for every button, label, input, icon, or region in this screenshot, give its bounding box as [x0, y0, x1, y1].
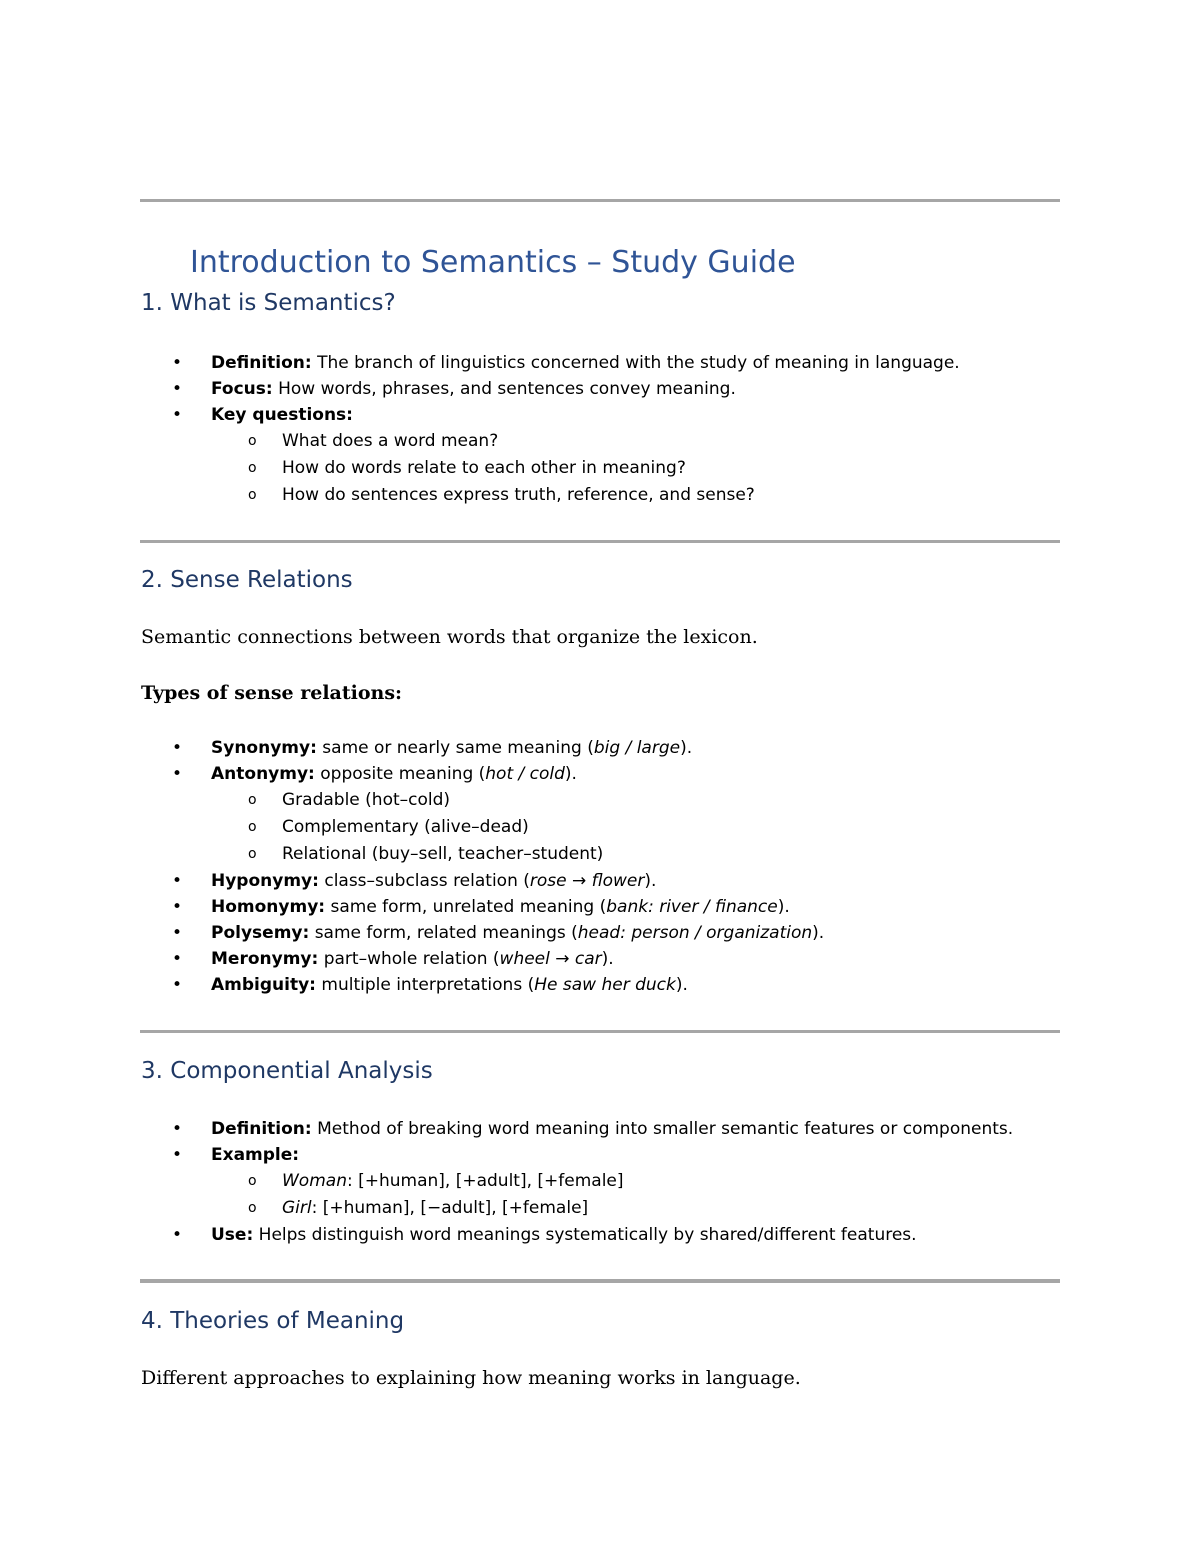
item-label: Polysemy: — [211, 923, 310, 943]
bullet-icon: • — [172, 897, 183, 917]
sub-item-text: Relational (buy–sell, teacher–student) — [282, 844, 604, 864]
sub-item-text: Complementary (alive–dead) — [282, 817, 529, 837]
sub-bullet-icon: o — [248, 1200, 257, 1216]
sub-bullet-icon: o — [248, 487, 257, 503]
sub-item-text: Gradable (hot–cold) — [282, 790, 451, 810]
bullet-icon: • — [172, 379, 183, 399]
item-label: Meronymy: — [211, 949, 319, 969]
sub-list-item — [0, 814, 1200, 841]
list-item-example — [0, 1142, 1200, 1168]
example-features: : [+human], [−adult], [+female] — [311, 1198, 589, 1218]
horizontal-rule — [140, 1030, 1060, 1033]
item-example: hot / cold — [485, 764, 565, 784]
bullet-icon: • — [172, 923, 183, 943]
item-label: Use: — [211, 1225, 254, 1245]
bullet-icon: • — [172, 871, 183, 891]
item-example: rose → flower — [529, 871, 645, 891]
sub-list-item — [0, 455, 1200, 482]
item-label: Antonymy: — [211, 764, 315, 784]
subheading-types: Types of sense relations: — [141, 682, 403, 704]
sub-bullet-icon: o — [248, 433, 257, 449]
section3-list — [0, 1116, 1200, 1248]
sub-bullet-icon: o — [248, 1173, 257, 1189]
sub-list-item — [0, 787, 1200, 814]
list-item-polysemy — [0, 920, 1200, 946]
item-text: How words, phrases, and sentences convey meaning. — [272, 379, 736, 399]
item-label: Key questions: — [211, 405, 353, 425]
item-end: ). — [564, 764, 577, 784]
item-end: ). — [777, 897, 790, 917]
item-text: same or nearly same meaning ( — [316, 738, 594, 758]
horizontal-rule — [140, 1279, 1060, 1283]
example-word: Woman — [282, 1171, 347, 1191]
bullet-icon: • — [172, 1145, 183, 1165]
list-item-hyponymy — [0, 868, 1200, 894]
item-text: class–subclass relation ( — [318, 871, 530, 891]
horizontal-rule — [140, 540, 1060, 543]
item-example: head: person / organization — [577, 923, 813, 943]
item-end: ). — [601, 949, 614, 969]
sub-list-item — [0, 428, 1200, 455]
sub-list-item — [0, 1168, 1200, 1195]
bullet-icon: • — [172, 975, 183, 995]
list-item-meronymy — [0, 946, 1200, 972]
sub-list-item — [0, 1195, 1200, 1222]
item-text: same form, unrelated meaning ( — [325, 897, 607, 917]
item-label: Focus: — [211, 379, 273, 399]
example-features: : [+human], [+adult], [+female] — [346, 1171, 624, 1191]
section-heading-componential-analysis: 3. Componential Analysis — [141, 1058, 433, 1084]
item-text: Method of breaking word meaning into smaller semantic features or components. — [311, 1119, 1014, 1139]
list-item-synonymy — [0, 735, 1200, 761]
item-label: Example: — [211, 1145, 300, 1165]
item-end: ). — [812, 923, 825, 943]
section-heading-what-is-semantics: 1. What is Semantics? — [141, 290, 396, 316]
sub-bullet-icon: o — [248, 846, 257, 862]
bullet-icon: • — [172, 1119, 183, 1139]
example-word: Girl — [282, 1198, 312, 1218]
bullet-icon: • — [172, 1225, 183, 1245]
document-title: Introduction to Semantics – Study Guide — [190, 245, 796, 280]
sub-item-text: How do sentences express truth, reference, and sense? — [282, 485, 755, 505]
horizontal-rule — [140, 199, 1060, 202]
item-label: Definition: — [211, 353, 312, 373]
list-item-ambiguity — [0, 972, 1200, 998]
item-end: ). — [680, 738, 693, 758]
section-heading-theories-of-meaning: 4. Theories of Meaning — [141, 1308, 405, 1334]
item-example: big / large — [593, 738, 681, 758]
section1-list — [0, 350, 1200, 509]
bullet-icon: • — [172, 764, 183, 784]
item-end: ). — [644, 871, 657, 891]
sub-list-item — [0, 482, 1200, 509]
sub-bullet-icon: o — [248, 460, 257, 476]
sub-list-item — [0, 841, 1200, 868]
item-label: Ambiguity: — [211, 975, 316, 995]
bullet-icon: • — [172, 738, 183, 758]
section-intro: Different approaches to explaining how meaning works in language. — [141, 1367, 801, 1389]
bullet-icon: • — [172, 405, 183, 425]
item-label: Synonymy: — [211, 738, 317, 758]
list-item-homonymy — [0, 894, 1200, 920]
item-end: ). — [675, 975, 688, 995]
item-label: Homonymy: — [211, 897, 326, 917]
item-example: wheel → car — [499, 949, 602, 969]
list-item-use — [0, 1222, 1200, 1248]
bullet-icon: • — [172, 353, 183, 373]
item-label: Definition: — [211, 1119, 312, 1139]
item-text: opposite meaning ( — [314, 764, 486, 784]
list-item-definition — [0, 350, 1200, 376]
sub-item-text: What does a word mean? — [282, 431, 499, 451]
sub-bullet-icon: o — [248, 819, 257, 835]
item-text: The branch of linguistics concerned with the study of meaning in language. — [311, 353, 960, 373]
list-item-focus — [0, 376, 1200, 402]
section-intro: Semantic connections between words that organize the lexicon. — [141, 626, 758, 648]
item-text: same form, related meanings ( — [309, 923, 578, 943]
item-label: Hyponymy: — [211, 871, 319, 891]
section-heading-sense-relations: 2. Sense Relations — [141, 567, 353, 593]
item-example: He saw her duck — [534, 975, 676, 995]
list-item-key-questions — [0, 402, 1200, 428]
sub-bullet-icon: o — [248, 792, 257, 808]
list-item-antonymy — [0, 761, 1200, 787]
bullet-icon: • — [172, 949, 183, 969]
list-item-definition — [0, 1116, 1200, 1142]
item-example: bank: river / finance — [606, 897, 778, 917]
item-text: Helps distinguish word meanings systematically by shared/different features. — [253, 1225, 917, 1245]
item-text: part–whole relation ( — [318, 949, 500, 969]
item-text: multiple interpretations ( — [315, 975, 535, 995]
sub-item-text: How do words relate to each other in meaning? — [282, 458, 686, 478]
section2-list — [0, 735, 1200, 998]
